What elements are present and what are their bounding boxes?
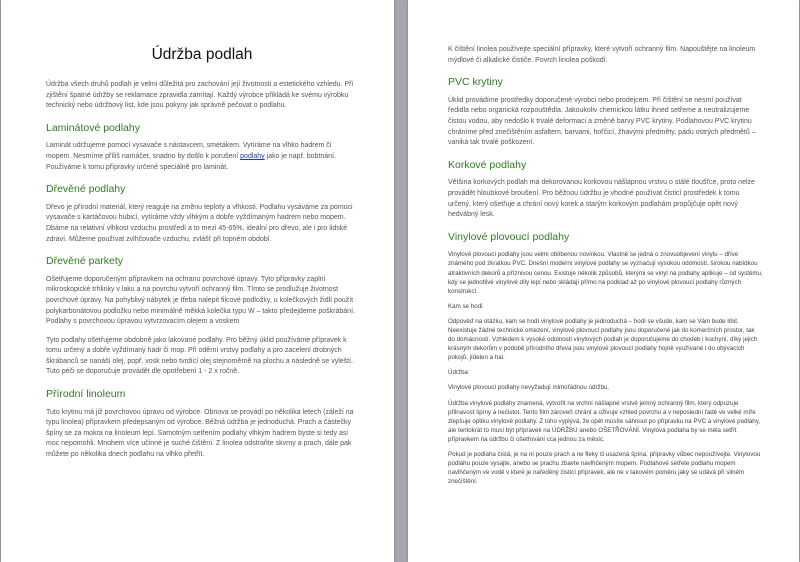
parquet-paragraph-2: Tyto podlahy ošetřujeme obdobně jako lakované podlahy. Pro běžný úklid používáme přípravek k tomu určený a dobře vyždímaný hadr či mop. Při oděrní vrstvy podlahy a pro zacelení drobných škrábanců se nanáší olej, popř. vosk nebo tvrdící olej stejnoměrně na plochu a následně se vyleští. Tuto péči se doporučuje provádět dle opotřebení 1 - 2 x ročně.	[46, 336, 354, 376]
laminate-text-after: jako je např. bobtnání. Používáme k tomu přípravky určené speciálně pro laminát.	[46, 152, 336, 171]
page-left	[1, 0, 394, 562]
heading-vinyl: Vinylové plovoucí podlahy	[448, 230, 570, 243]
vinyl-paragraph-2: Odpověď na otázku, kam se hodí vinylové podlahy je jednoduchá – hodí se všude, kam se Vám bude líbit. Neexistuje žádné technické omezení, vinylové plovoucí podlahy jsou doporučené jak do komerčních prostor, tak do domácností. Vzhledem k vysoké odolnosti vinylových podlah je doporučujeme do chodeb i kuchyní, díky jejich krásným dekorům v podobě přírodního dřeva jsou vinylové plovoucí podlahy hojně využívané i do obývacích pokojů, jídelen a hal.	[448, 317, 758, 362]
vinyl-paragraph-1: Vinylové plovoucí podlahy jsou velmi oblíbenou novinkou. Vlastně se jedná o znovuobjevení vinylu – dříve známého pod zkratkou PVC. Dnešní moderní vinylové podlahy se vyznačují vysokou odolností, širokou nabídkou atraktivních dekorů a příznivou cenou. Existuje několik způsobů, kterými se vinyl na podlahy aplikuje – od systému, kdy se jednotlivé vinylové díly lepí nebo skládají přímo na podklad až po vinylové plovoucí podlahy různých konstrukcí.	[448, 251, 763, 295]
vinyl-paragraph-5: Pokud je podlaha čistá, je na ní pouze prach a ne fleky či usazená špína, přípravky vůbec nepoužívejte. Vinylovou podlahu pouze vysajte, anebo se prachu zbavte navlhčeným mopem. Podlahové setřete podlahu mopem navlhčeným ve vodě v které je naředěný čisticí přípravek, ale ne v takovém poměru jaký se udává při silném znečištění.	[448, 451, 761, 486]
vinyl-subheading-where: Kam se hodí	[448, 302, 483, 310]
podlahy-link[interactable]: podlahy	[240, 152, 265, 160]
document-title: Údržba podlah	[151, 46, 253, 63]
heading-cork: Korkové podlahy	[448, 158, 527, 171]
vinyl-paragraph-4: Údržba vinylové podlahy znamená, vytvořit na vrchní nášlapné vrstvě jemný ochranný film, který odpuzuje přilnavost špíny a nečistot. Tento film zároveň chrání a oživuje vzhled povrchu a v neposlední řadě ve velké míře zlepšuje optiku vinylové podlahy. Z toho vyplývá, že opět musíte sáhnout po přípravku na PVC a vinylové podlahy, ale tentokrát to musí být přípravek na ÚDRŽBU anebo OŠETŘOVÁNÍ. Vinylová podlaha by se měla setřít přípravkem na údržbu či ošetřování cca jednou za měsíc.	[448, 399, 761, 443]
vinyl-paragraph-3: Vinylové plovoucí podlahy nevyžadují mimořádnou údržbu.	[448, 384, 610, 392]
wood-paragraph: Dřevo je přírodní materiál, který reaguje na změnu teploty a vlhkosti. Podlahu vysáváme za pomoci vysavače s kartáčovou hubicí, vytíráme vždy vlhkým a dobře vyždímaným hadrem nebo mopem. Dbáme na relativní vlhkost vzduchu prostředí a to mezi 45-65%, ideální pro dřevo, ale i pro lidské zdraví. Můžeme používat zvlhčovače vzduchu, zvlášť při topném období.	[46, 203, 353, 243]
parquet-paragraph-1: Ošetřujeme doporučeným přípravkem na ochranu povrchové úpravy. Tyto přípravky zaplní mikroskopické trhlinky v laku a na povrchu vytvoří ochranný film. Tímto se prodlužuje životnost povrchové úpravy. Na pohyblivý nábytek je třeba nalepit filcové podložky, u kolečkových židlí použít polykarbonátovou podložku nebo minimálně měkká kolečka typu W – takto předejdeme poškrábání. Podlahy s povrchovou úpravou vytvrzovacím olejem a voskem	[46, 275, 355, 326]
page-right-content	[408, 0, 799, 492]
page-left-content	[1, 0, 394, 469]
linoleum-continued-paragraph: K čištění linolea používejte speciální přípravky, které vytvoří ochranný film. Napouštějte na linoleum mýdlové či alkalické čističe. Povrch linolea poškodí.	[448, 46, 756, 64]
cork-paragraph: Většina korkových podlah má dekorovanou korkovou nášlapnou vrstvu o stálé tloušťce, proto nelze provádět hloubkové broušení. Pro běžnou údržbu je vhodné používat čisticí prostředek k tomu určený, který ošetřuje a chrání nový korek a starým korkovým podlahám propůjčuje opět nový hedvábný lesk.	[448, 179, 755, 219]
linoleum-paragraph: Tuto krytinu má již povrchovou úpravu od výrobce. Obnova se provádí po několika letech (záleží na typu linolea) přípravkem předepsaným od výrobce. Běžná údržba je jednoduchá. Prach a částečky špíny se za mokra na linoleum lepí. Samotným setřením podlahy vlhkým hadrem byste si tedy asi moc nepomohli. Mnohem více učinné je suché čištění. Z linolea odstraňte skvrny a prach, dále pak můžete po několika dnech podlahu na vlhko přetřít.	[46, 408, 354, 459]
heading-wood: Dřevěné podlahy	[46, 183, 126, 196]
page-right	[408, 0, 799, 562]
intro-paragraph: Údržba všech druhů podlah je velmi důležitá pro zachování její životnosti a estetického vzhledu. Při zjištění špatné údržby se reklamace zpravidla zamítají. Každý výrobce přikládá ke svému výrobku technický nebo údržbový list, kde jsou pokyny jak správně pečovat o podlahu.	[46, 81, 353, 110]
heading-linoleum: Přírodní linoleum	[46, 388, 126, 401]
heading-pvc: PVC krytiny	[448, 76, 503, 89]
laminate-text-before: Laminát udržujeme pomocí vysavače s nástavcem, smetákem. Vytíráme na vlhko hadrem či mopem. Nesmíme příliš namáčet, snadno by došlo k porušení	[46, 142, 332, 160]
heading-laminate: Laminátové podlahy	[46, 121, 140, 134]
pvc-paragraph: Úklid provádíme prostředky doporučené výrobci nebo prodejcem. Při čištění se nesmí používat ředidla nebo organická rozpouštědla. Jakoukoliv chemickou látku ihned setřeme a neutralizujeme čistou vodou, aby nedošlo k trvalé deformaci a změně barvy PVC krytiny. Podlahovou PVC krytinu chráníme před znečištěním asfaltem, barvami, hořčicí, žhavými předměty, pádu ostrých předmětů – vaniká tak trvalé poškození.	[448, 96, 756, 147]
heading-parquet: Dřevěné parkety	[46, 255, 124, 268]
vinyl-subheading-maintenance: Údržba	[448, 369, 468, 377]
laminate-paragraph	[46, 141, 358, 173]
